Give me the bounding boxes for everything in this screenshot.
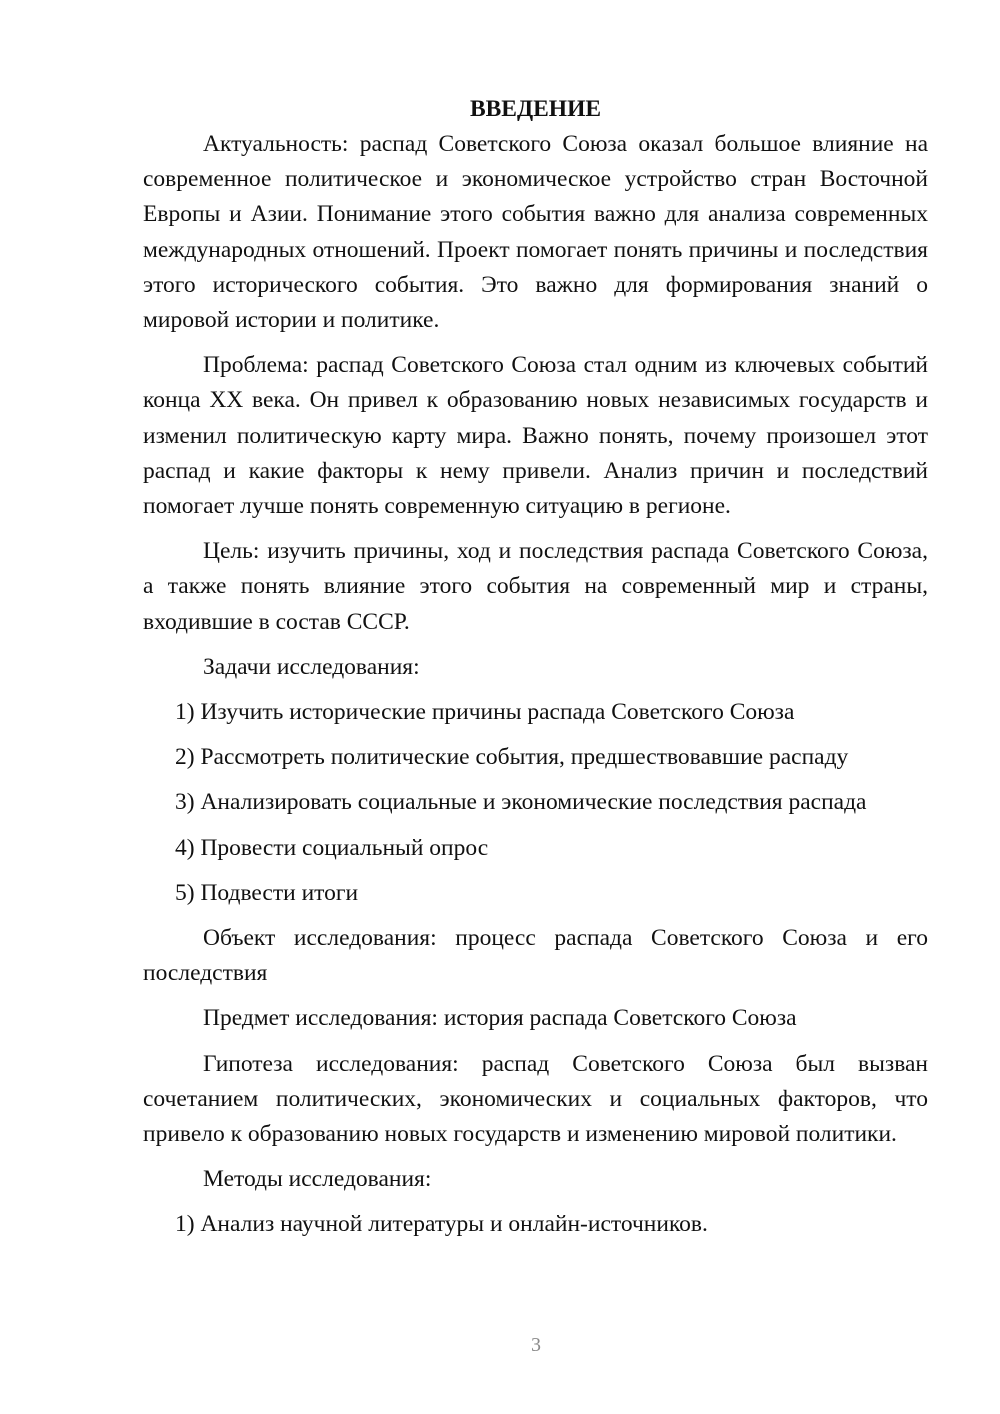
task-item-5: 5) Подвести итоги — [175, 879, 359, 906]
subject-paragraph: Предмет исследования: история распада Советского Союза — [203, 1005, 797, 1032]
relevance-paragraph: Актуальность: распад Советского Союза оказал большое влияние на современное политическое и экономическое устройство стран Восточной Европы и Азии. Понимание этого события важно для анализа современных международных отношений. Проект помогает понять причины и последствия этого исторического события. Это важно для формирования знаний о мировой истории и политике. — [143, 131, 928, 334]
task-item-3: 3) Анализировать социальные и экономические последствия распада — [175, 789, 867, 816]
object-paragraph: Объект исследования: процесс распада Советского Союза и его последствия — [143, 925, 928, 987]
method-item-1: 1) Анализ научной литературы и онлайн-источников. — [175, 1211, 708, 1238]
problem-paragraph: Проблема: распад Советского Союза стал одним из ключевых событий конца XX века. Он привел к образованию новых независимых государств и изменил политическую карту мира. Важно понять, почему произошел этот распад и какие факторы к нему привели. Анализ причин и последствий помогает лучше понять современную ситуацию в регионе. — [143, 352, 928, 520]
task-item-4: 4) Провести социальный опрос — [175, 834, 489, 861]
task-item-2: 2) Рассмотреть политические события, предшествовавшие распаду — [175, 744, 849, 771]
page-body — [143, 92, 928, 1253]
page-number: 3 — [531, 1334, 541, 1356]
tasks-heading: Задачи исследования: — [203, 653, 420, 680]
hypothesis-paragraph: Гипотеза исследования: распад Советского Союза был вызван сочетанием политических, экономических и социальных факторов, что привело к образованию новых государств и изменению мировой политики. — [143, 1050, 928, 1148]
methods-heading: Методы исследования: — [203, 1166, 432, 1193]
goal-paragraph: Цель: изучить причины, ход и последствия распада Советского Союза, а также понять влияние этого события на современный мир и страны, входившие в состав СССР. — [143, 538, 928, 635]
task-item-1: 1) Изучить исторические причины распада Советского Союза — [175, 699, 795, 726]
page-title: ВВЕДЕНИЕ — [469, 96, 602, 122]
